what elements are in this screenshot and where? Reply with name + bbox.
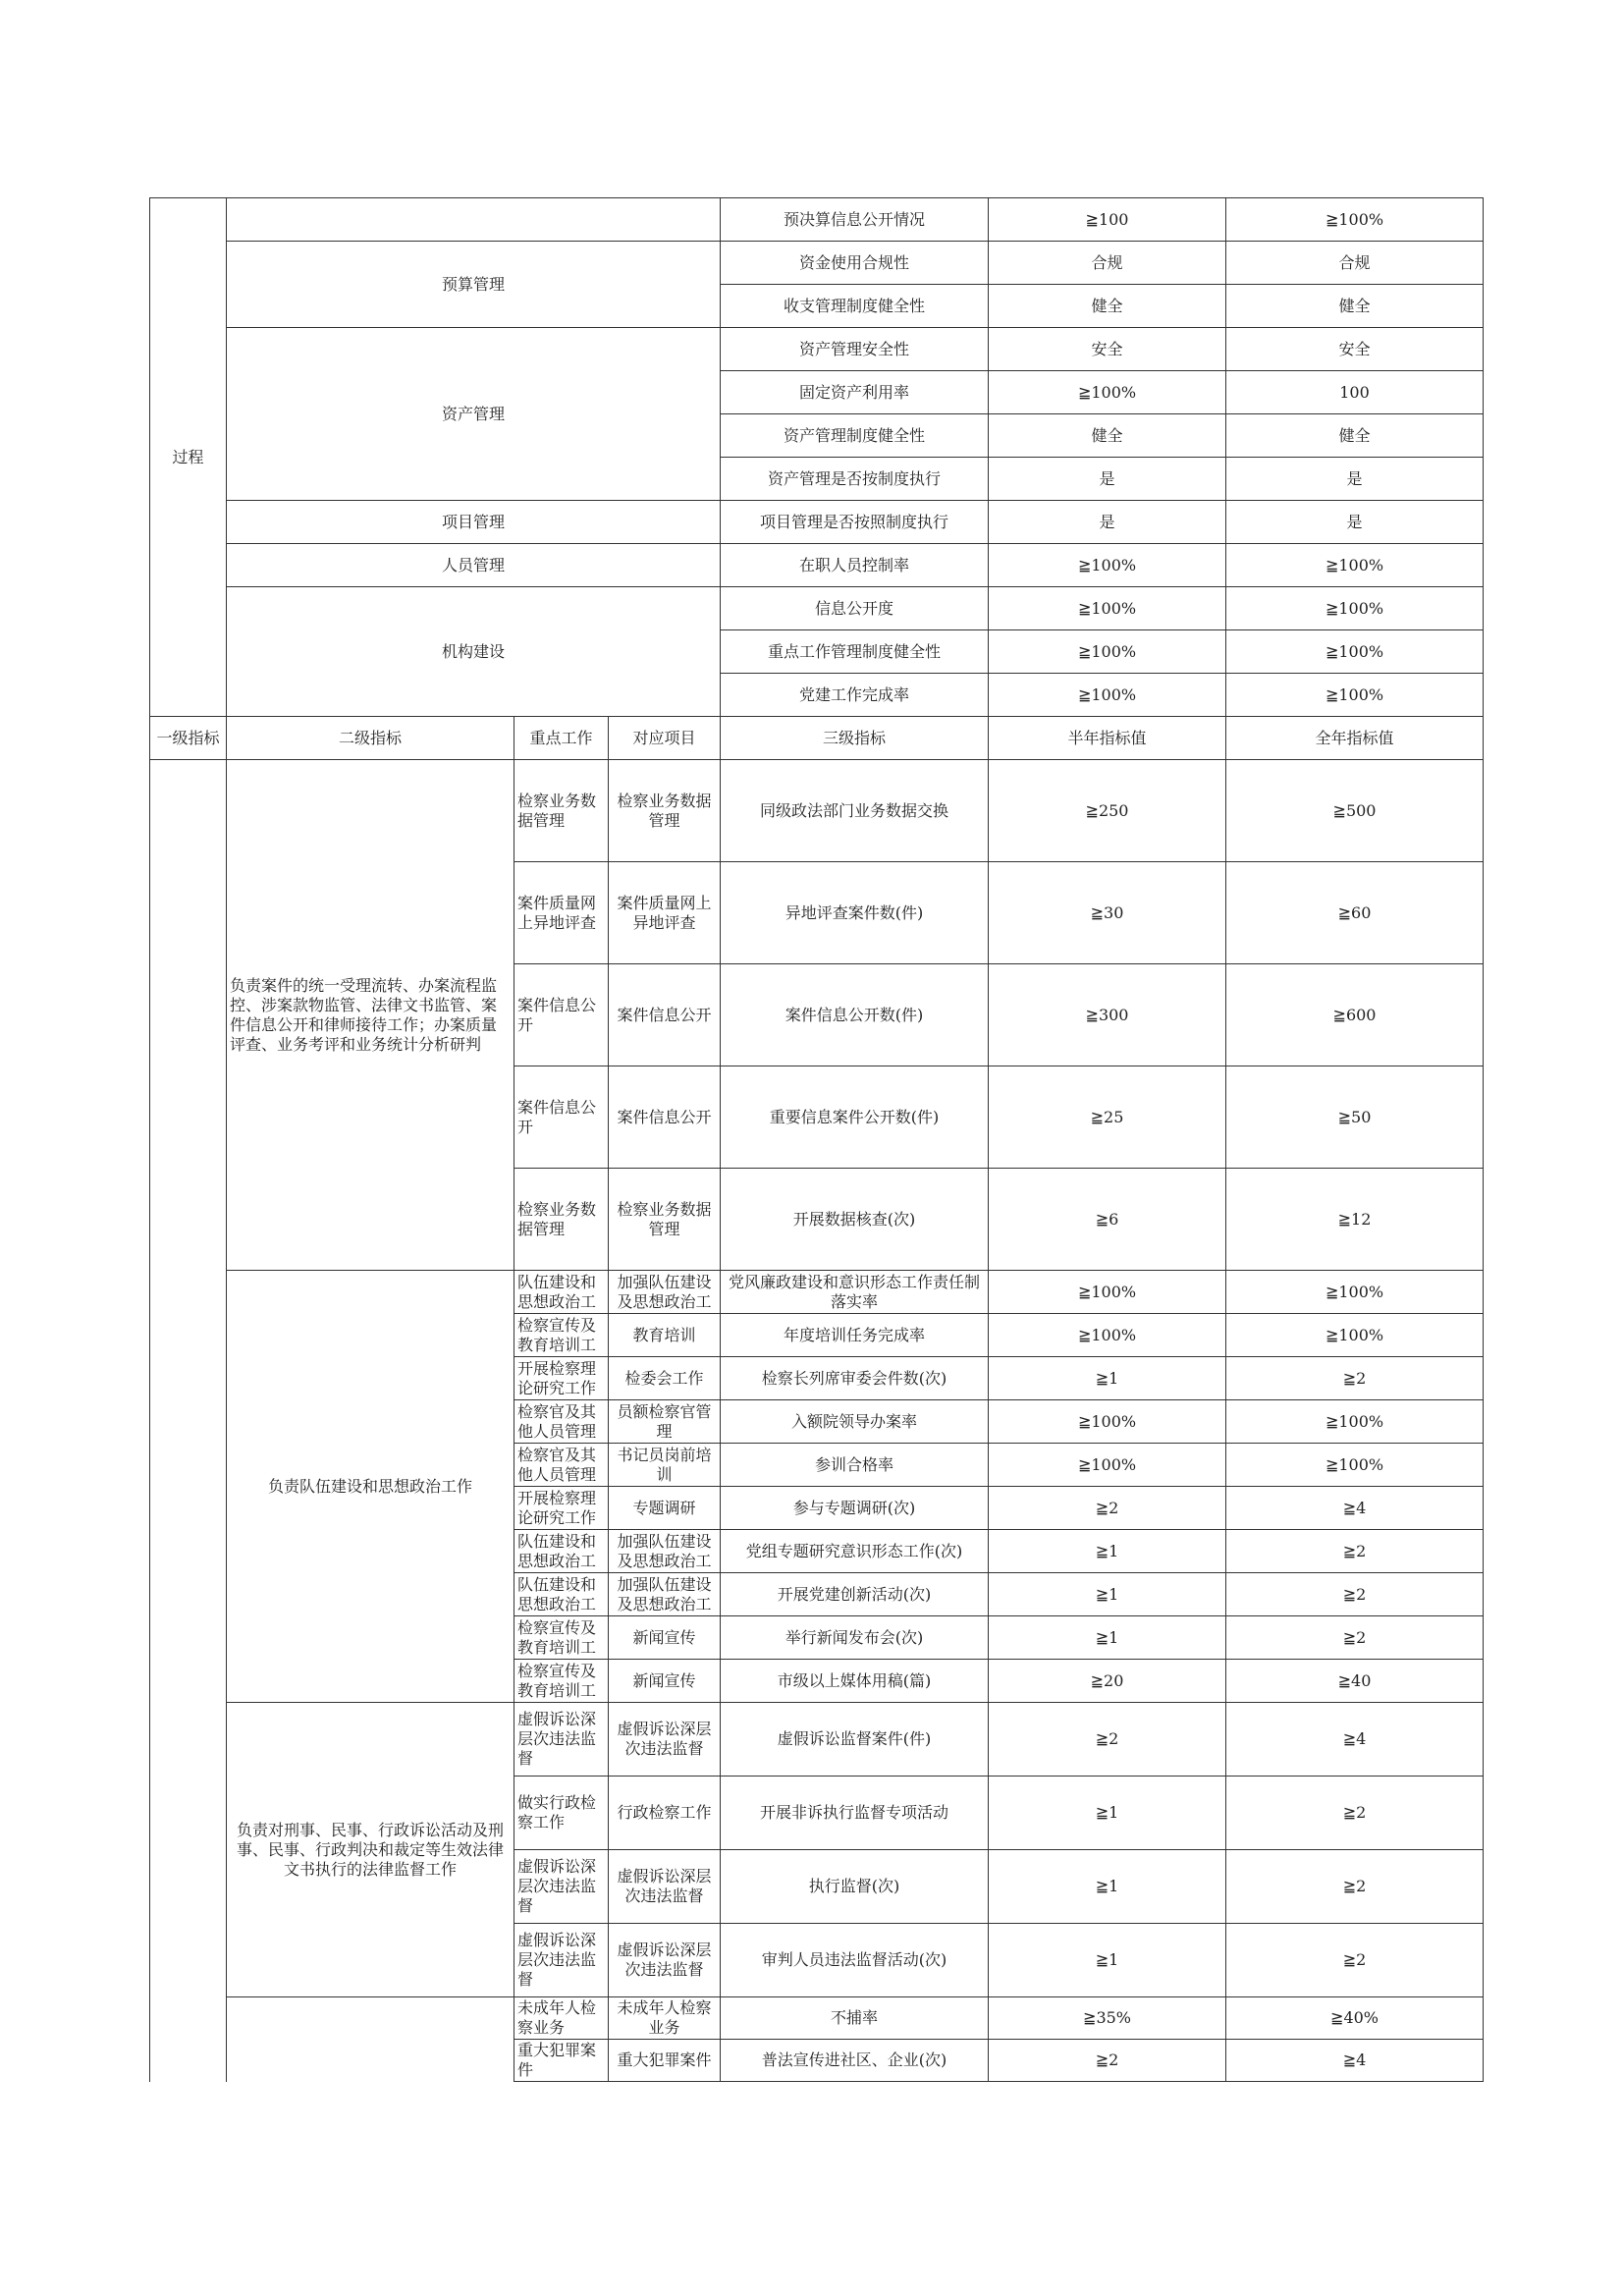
- header-level3: 三级指标: [721, 717, 989, 760]
- header-row: [150, 717, 1484, 760]
- half-year-value: ≧25: [989, 1066, 1226, 1169]
- header-level2: 二级指标: [227, 717, 514, 760]
- header-key-work: 重点工作: [514, 717, 609, 760]
- project-cell: 加强队伍建设及思想政治工: [609, 1573, 721, 1616]
- indicator-cell: 在职人员控制率: [721, 544, 989, 587]
- half-year-value: ≧2: [989, 1487, 1226, 1530]
- key-work-cell: 案件信息公开: [514, 964, 609, 1066]
- indicator-cell: 同级政法部门业务数据交换: [721, 760, 989, 862]
- level2-cell: [227, 198, 721, 242]
- project-cell: 案件信息公开: [609, 964, 721, 1066]
- project-cell: 虚假诉讼深层次违法监督: [609, 1924, 721, 1997]
- indicator-cell: 固定资产利用率: [721, 371, 989, 414]
- level2-cell: 预算管理: [227, 242, 721, 328]
- indicator-cell: 年度培训任务完成率: [721, 1314, 989, 1357]
- indicator-cell: 党建工作完成率: [721, 674, 989, 717]
- table-row: [150, 242, 1484, 285]
- full-year-value: ≧500: [1226, 760, 1484, 862]
- project-cell: 未成年人检察业务: [609, 1997, 721, 2040]
- indicator-cell: 信息公开度: [721, 587, 989, 630]
- project-cell: 加强队伍建设及思想政治工: [609, 1271, 721, 1314]
- full-year-value: 是: [1226, 458, 1484, 501]
- half-year-value: 健全: [989, 414, 1226, 458]
- indicator-cell: 收支管理制度健全性: [721, 285, 989, 328]
- header-level1: 一级指标: [150, 717, 227, 760]
- half-year-value: ≧6: [989, 1169, 1226, 1271]
- half-year-value: 健全: [989, 285, 1226, 328]
- half-year-value: 合规: [989, 242, 1226, 285]
- full-year-value: ≧2: [1226, 1924, 1484, 1997]
- full-year-value: 安全: [1226, 328, 1484, 371]
- project-cell: 案件质量网上异地评查: [609, 862, 721, 964]
- half-year-value: ≧300: [989, 964, 1226, 1066]
- full-year-value: ≧4: [1226, 1703, 1484, 1777]
- half-year-value: ≧100%: [989, 1314, 1226, 1357]
- table-row: [150, 1703, 1484, 1777]
- project-cell: 虚假诉讼深层次违法监督: [609, 1850, 721, 1924]
- project-cell: 新闻宣传: [609, 1616, 721, 1660]
- full-year-value: ≧600: [1226, 964, 1484, 1066]
- table-row: [150, 587, 1484, 630]
- indicator-cell: 异地评查案件数(件): [721, 862, 989, 964]
- indicator-cell: 资金使用合规性: [721, 242, 989, 285]
- key-work-cell: 检察官及其他人员管理: [514, 1444, 609, 1487]
- indicator-cell: 党组专题研究意识形态工作(次): [721, 1530, 989, 1573]
- project-cell: 书记员岗前培训: [609, 1444, 721, 1487]
- half-year-value: ≧1: [989, 1850, 1226, 1924]
- indicator-cell: 重点工作管理制度健全性: [721, 630, 989, 674]
- full-year-value: ≧2: [1226, 1357, 1484, 1400]
- full-year-value: ≧60: [1226, 862, 1484, 964]
- full-year-value: ≧100%: [1226, 544, 1484, 587]
- indicator-cell: 资产管理是否按制度执行: [721, 458, 989, 501]
- table-row: [150, 198, 1484, 242]
- half-year-value: ≧100: [989, 198, 1226, 242]
- indicator-cell: 审判人员违法监督活动(次): [721, 1924, 989, 1997]
- indicator-cell: 检察长列席审委会件数(次): [721, 1357, 989, 1400]
- full-year-value: ≧100%: [1226, 1314, 1484, 1357]
- full-year-value: ≧2: [1226, 1573, 1484, 1616]
- project-cell: 检察业务数据管理: [609, 1169, 721, 1271]
- level2-cell: 负责队伍建设和思想政治工作: [227, 1271, 514, 1703]
- table-row: [150, 501, 1484, 544]
- full-year-value: ≧100%: [1226, 1444, 1484, 1487]
- key-work-cell: 做实行政检察工作: [514, 1777, 609, 1850]
- indicator-cell: 项目管理是否按照制度执行: [721, 501, 989, 544]
- full-year-value: ≧40: [1226, 1660, 1484, 1703]
- project-cell: 行政检察工作: [609, 1777, 721, 1850]
- half-year-value: ≧35%: [989, 1997, 1226, 2040]
- half-year-value: ≧1: [989, 1573, 1226, 1616]
- key-work-cell: 案件信息公开: [514, 1066, 609, 1169]
- half-year-value: ≧100%: [989, 371, 1226, 414]
- indicator-cell: 开展数据核查(次): [721, 1169, 989, 1271]
- key-work-cell: 检察官及其他人员管理: [514, 1400, 609, 1444]
- key-work-cell: 未成年人检察业务: [514, 1997, 609, 2040]
- level2-cell: [227, 1997, 514, 2082]
- half-year-value: ≧2: [989, 1703, 1226, 1777]
- full-year-value: 合规: [1226, 242, 1484, 285]
- half-year-value: 是: [989, 458, 1226, 501]
- key-work-cell: 重大犯罪案件: [514, 2040, 609, 2082]
- project-cell: 虚假诉讼深层次违法监督: [609, 1703, 721, 1777]
- half-year-value: ≧1: [989, 1924, 1226, 1997]
- key-work-cell: 检察业务数据管理: [514, 760, 609, 862]
- indicator-cell: 执行监督(次): [721, 1850, 989, 1924]
- full-year-value: ≧50: [1226, 1066, 1484, 1169]
- project-cell: 检委会工作: [609, 1357, 721, 1400]
- key-work-cell: 虚假诉讼深层次违法监督: [514, 1850, 609, 1924]
- level2-cell: 人员管理: [227, 544, 721, 587]
- table-row: [150, 544, 1484, 587]
- indicator-cell: 开展党建创新活动(次): [721, 1573, 989, 1616]
- indicator-cell: 参训合格率: [721, 1444, 989, 1487]
- half-year-value: ≧1: [989, 1357, 1226, 1400]
- half-year-value: ≧20: [989, 1660, 1226, 1703]
- half-year-value: ≧100%: [989, 1400, 1226, 1444]
- indicator-cell: 入额院领导办案率: [721, 1400, 989, 1444]
- full-year-value: ≧12: [1226, 1169, 1484, 1271]
- table-row: [150, 760, 1484, 862]
- header-full-year: 全年指标值: [1226, 717, 1484, 760]
- project-cell: 专题调研: [609, 1487, 721, 1530]
- level2-cell: 负责对刑事、民事、行政诉讼活动及刑事、民事、行政判决和裁定等生效法律文书执行的法律监督工作: [227, 1703, 514, 1997]
- indicator-cell: 不捕率: [721, 1997, 989, 2040]
- indicator-cell: 党风廉政建设和意识形态工作责任制落实率: [721, 1271, 989, 1314]
- key-work-cell: 开展检察理论研究工作: [514, 1357, 609, 1400]
- half-year-value: ≧100%: [989, 1444, 1226, 1487]
- project-cell: 案件信息公开: [609, 1066, 721, 1169]
- full-year-value: ≧100%: [1226, 630, 1484, 674]
- full-year-value: 是: [1226, 501, 1484, 544]
- key-work-cell: 虚假诉讼深层次违法监督: [514, 1703, 609, 1777]
- key-work-cell: 案件质量网上异地评查: [514, 862, 609, 964]
- indicator-cell: 市级以上媒体用稿(篇): [721, 1660, 989, 1703]
- performance-indicator-table: [149, 197, 1484, 2082]
- indicator-cell: 重要信息案件公开数(件): [721, 1066, 989, 1169]
- project-cell: 员额检察官管理: [609, 1400, 721, 1444]
- full-year-value: 100: [1226, 371, 1484, 414]
- full-year-value: ≧4: [1226, 2040, 1484, 2082]
- full-year-value: ≧2: [1226, 1777, 1484, 1850]
- half-year-value: ≧2: [989, 2040, 1226, 2082]
- key-work-cell: 队伍建设和思想政治工: [514, 1271, 609, 1314]
- half-year-value: ≧30: [989, 862, 1226, 964]
- project-cell: 教育培训: [609, 1314, 721, 1357]
- half-year-value: ≧100%: [989, 630, 1226, 674]
- full-year-value: ≧100%: [1226, 587, 1484, 630]
- half-year-value: 安全: [989, 328, 1226, 371]
- level2-cell: 项目管理: [227, 501, 721, 544]
- full-year-value: 健全: [1226, 285, 1484, 328]
- half-year-value: ≧1: [989, 1530, 1226, 1573]
- key-work-cell: 检察宣传及教育培训工: [514, 1660, 609, 1703]
- half-year-value: ≧100%: [989, 1271, 1226, 1314]
- full-year-value: ≧2: [1226, 1850, 1484, 1924]
- project-cell: 新闻宣传: [609, 1660, 721, 1703]
- level2-cell: 机构建设: [227, 587, 721, 717]
- full-year-value: ≧100%: [1226, 1271, 1484, 1314]
- level1-cell: [150, 760, 227, 2082]
- half-year-value: ≧1: [989, 1616, 1226, 1660]
- indicator-cell: 虚假诉讼监督案件(件): [721, 1703, 989, 1777]
- full-year-value: ≧100%: [1226, 198, 1484, 242]
- full-year-value: ≧4: [1226, 1487, 1484, 1530]
- indicator-cell: 举行新闻发布会(次): [721, 1616, 989, 1660]
- full-year-value: ≧100%: [1226, 1400, 1484, 1444]
- project-cell: 重大犯罪案件: [609, 2040, 721, 2082]
- table-row: [150, 1997, 1484, 2040]
- indicator-cell: 开展非诉执行监督专项活动: [721, 1777, 989, 1850]
- half-year-value: ≧1: [989, 1777, 1226, 1850]
- full-year-value: 健全: [1226, 414, 1484, 458]
- level1-cell: 过程: [150, 198, 227, 717]
- half-year-value: 是: [989, 501, 1226, 544]
- half-year-value: ≧100%: [989, 674, 1226, 717]
- indicator-cell: 资产管理安全性: [721, 328, 989, 371]
- full-year-value: ≧2: [1226, 1616, 1484, 1660]
- indicator-cell: 预决算信息公开情况: [721, 198, 989, 242]
- key-work-cell: 队伍建设和思想政治工: [514, 1530, 609, 1573]
- level2-cell: 资产管理: [227, 328, 721, 501]
- full-year-value: ≧40%: [1226, 1997, 1484, 2040]
- key-work-cell: 队伍建设和思想政治工: [514, 1573, 609, 1616]
- half-year-value: ≧100%: [989, 587, 1226, 630]
- header-project: 对应项目: [609, 717, 721, 760]
- indicator-cell: 普法宣传进社区、企业(次): [721, 2040, 989, 2082]
- key-work-cell: 检察业务数据管理: [514, 1169, 609, 1271]
- key-work-cell: 检察宣传及教育培训工: [514, 1616, 609, 1660]
- project-cell: 检察业务数据管理: [609, 760, 721, 862]
- project-cell: 加强队伍建设及思想政治工: [609, 1530, 721, 1573]
- header-half-year: 半年指标值: [989, 717, 1226, 760]
- table-row: [150, 1271, 1484, 1314]
- full-year-value: ≧100%: [1226, 674, 1484, 717]
- key-work-cell: 开展检察理论研究工作: [514, 1487, 609, 1530]
- indicator-cell: 资产管理制度健全性: [721, 414, 989, 458]
- table-row: [150, 328, 1484, 371]
- level2-cell: 负责案件的统一受理流转、办案流程监控、涉案款物监管、法律文书监管、案件信息公开和律师接待工作；办案质量评查、业务考评和业务统计分析研判: [227, 760, 514, 1271]
- half-year-value: ≧100%: [989, 544, 1226, 587]
- half-year-value: ≧250: [989, 760, 1226, 862]
- indicator-cell: 案件信息公开数(件): [721, 964, 989, 1066]
- indicator-cell: 参与专题调研(次): [721, 1487, 989, 1530]
- full-year-value: ≧2: [1226, 1530, 1484, 1573]
- key-work-cell: 检察宣传及教育培训工: [514, 1314, 609, 1357]
- key-work-cell: 虚假诉讼深层次违法监督: [514, 1924, 609, 1997]
